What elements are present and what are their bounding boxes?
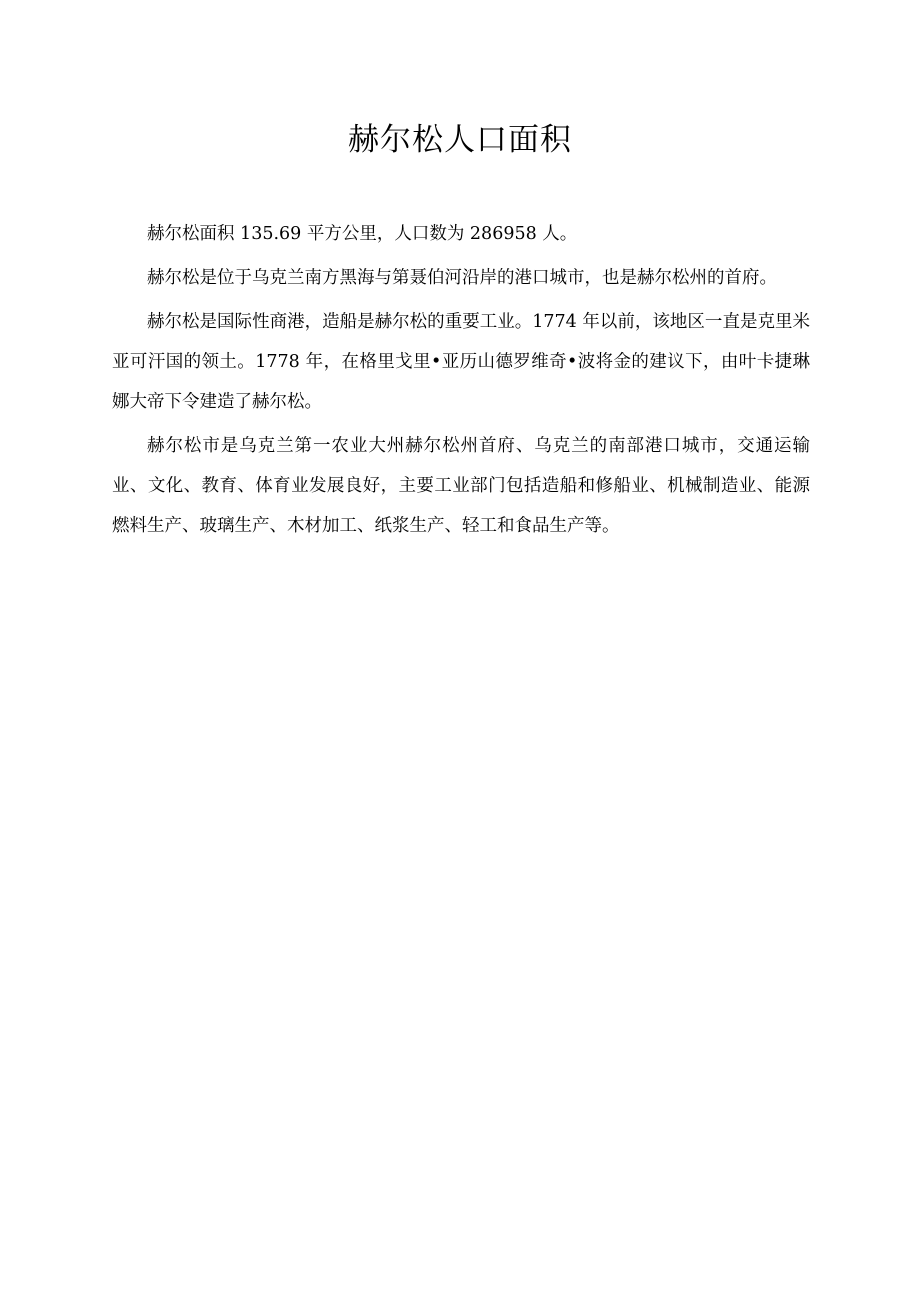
document-body [112, 214, 810, 550]
paragraph-location: 赫尔松是位于乌克兰南方黑海与第聂伯河沿岸的港口城市，也是赫尔松州的首府。 [147, 268, 777, 288]
paragraph-history: 赫尔松是国际性商港，造船是赫尔松的重要工业。1774 年以前，该地区一直是克里米亚可汗国的领土。1778 年，在格里戈里•亚历山德罗维奇•波将金的建议下，由叶卡捷琳娜大帝下令建造了赫尔松。 [112, 312, 810, 412]
paragraph-economy: 赫尔松市是乌克兰第一农业大州赫尔松州首府、乌克兰的南部港口城市，交通运输业、文化、教育、体育业发展良好，主要工业部门包括造船和修船业、机械制造业、能源燃料生产、玻璃生产、木材加工、纸浆生产、轻工和食品生产等。 [112, 436, 810, 536]
paragraph-area-population: 赫尔松面积 135.69 平方公里，人口数为 286958 人。 [147, 224, 578, 244]
document-title: 赫尔松人口面积 [348, 122, 572, 158]
